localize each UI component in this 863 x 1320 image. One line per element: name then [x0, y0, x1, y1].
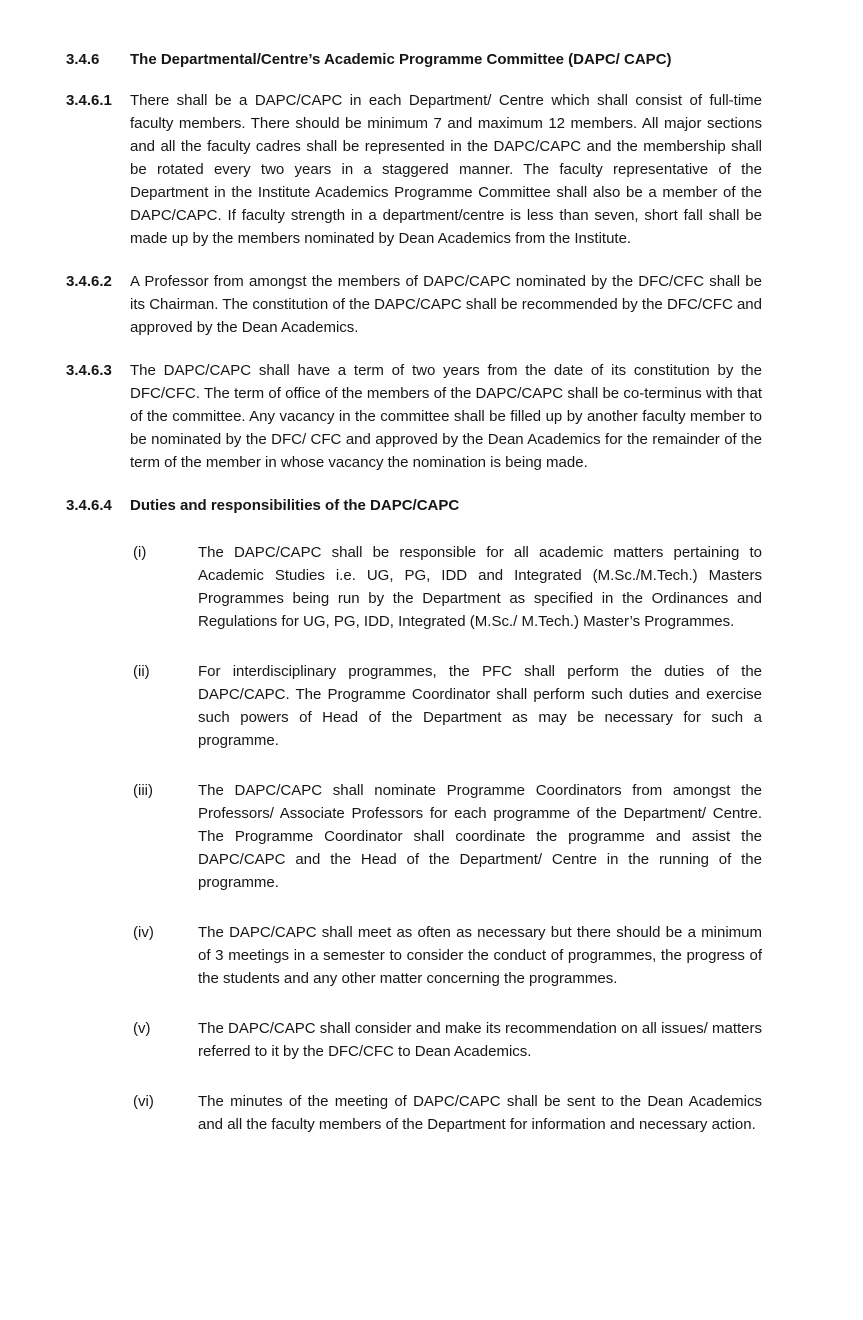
duty-item-text: The DAPC/CAPC shall meet as often as necessary but there should be a minimum of 3 meetings in a semester to consider the conduct of programmes, the progress of the students and any other matter concerning the programmes. — [198, 924, 762, 987]
duty-item-label: (iv) — [133, 924, 154, 941]
duty-item-ii — [66, 660, 762, 752]
clause-text: There shall be a DAPC/CAPC in each Department/ Centre which shall consist of full-time faculty members. There should be minimum 7 and maximum 12 members. All major sections and all the faculty cadres shall be represented in the DAPC/CAPC and the membership shall be rotated every two years in a staggered manner. The faculty representative of the Department in the Institute Academics Programme Committee shall also be a member of the DAPC/CAPC. If faculty strength in a department/centre is less than seven, short fall shall be made up by the members nominated by Dean Academics from the Institute. — [130, 92, 762, 247]
duty-item-label: (v) — [133, 1020, 151, 1037]
duty-item-iv — [66, 921, 762, 990]
duty-item-v — [66, 1017, 762, 1063]
duty-item-vi — [66, 1090, 762, 1136]
clause-3-4-6-1 — [66, 89, 762, 250]
section-number: 3.4.6 — [66, 51, 100, 68]
duty-item-text: The DAPC/CAPC shall nominate Programme Coordinators from amongst the Professors/ Associate Professors for each programme of the Department/ Centre. The Programme Coordinator shall coordinate the programme and assist the DAPC/CAPC and the Head of the Department/ Centre in the running of the programme. — [198, 782, 762, 891]
clause-number: 3.4.6.2 — [66, 273, 112, 290]
clause-3-4-6-3 — [66, 359, 762, 474]
duty-item-label: (iii) — [133, 782, 153, 799]
clause-text: The DAPC/CAPC shall have a term of two years from the date of its constitution by the DFC/CFC. The term of office of the members of the DAPC/CAPC shall be co-terminus with that of the committee. Any vacancy in the committee shall be filled up by another faculty member to be nominated by the DFC/ CFC and approved by the Dean Academics for the remainder of the term of the member in whose vacancy the nomination is being made. — [130, 362, 762, 471]
duty-item-text: The DAPC/CAPC shall be responsible for all academic matters pertaining to Academic Studies i.e. UG, PG, IDD and Integrated (M.Sc./M.Tech.) Masters Programmes being run by the Department as specified in the Ordinances and Regulations for UG, PG, IDD, Integrated (M.Sc./ M.Tech.) Master’s Programmes. — [198, 544, 762, 630]
clause-number: 3.4.6.3 — [66, 362, 112, 379]
clause-3-4-6-2 — [66, 270, 762, 339]
duty-item-iii — [66, 779, 762, 894]
clause-title: Duties and responsibilities of the DAPC/CAPC — [130, 497, 460, 514]
duty-item-label: (i) — [133, 544, 147, 561]
section-3-4-6-heading — [66, 48, 762, 71]
clause-number: 3.4.6.1 — [66, 92, 112, 109]
duty-item-label: (vi) — [133, 1093, 154, 1110]
section-title: The Departmental/Centre’s Academic Programme Committee (DAPC/ CAPC) — [130, 51, 672, 68]
duty-item-i — [66, 541, 762, 633]
duty-item-text: The minutes of the meeting of DAPC/CAPC shall be sent to the Dean Academics and all the faculty members of the Department for information and necessary action. — [198, 1093, 762, 1133]
clause-text: A Professor from amongst the members of DAPC/CAPC nominated by the DFC/CFC shall be its Chairman. The constitution of the DAPC/CAPC shall be recommended by the DFC/CFC and approved by the Dean Academics. — [130, 273, 762, 336]
duty-item-text: The DAPC/CAPC shall consider and make its recommendation on all issues/ matters referred to it by the DFC/CFC to Dean Academics. — [198, 1020, 762, 1060]
duty-item-text: For interdisciplinary programmes, the PFC shall perform the duties of the DAPC/CAPC. The Programme Coordinator shall perform such duties and exercise such powers of Head of the Department as may be necessary for such a programme. — [198, 663, 762, 749]
clause-3-4-6-4-heading — [66, 494, 762, 517]
duty-item-label: (ii) — [133, 663, 150, 680]
clause-number: 3.4.6.4 — [66, 497, 112, 514]
